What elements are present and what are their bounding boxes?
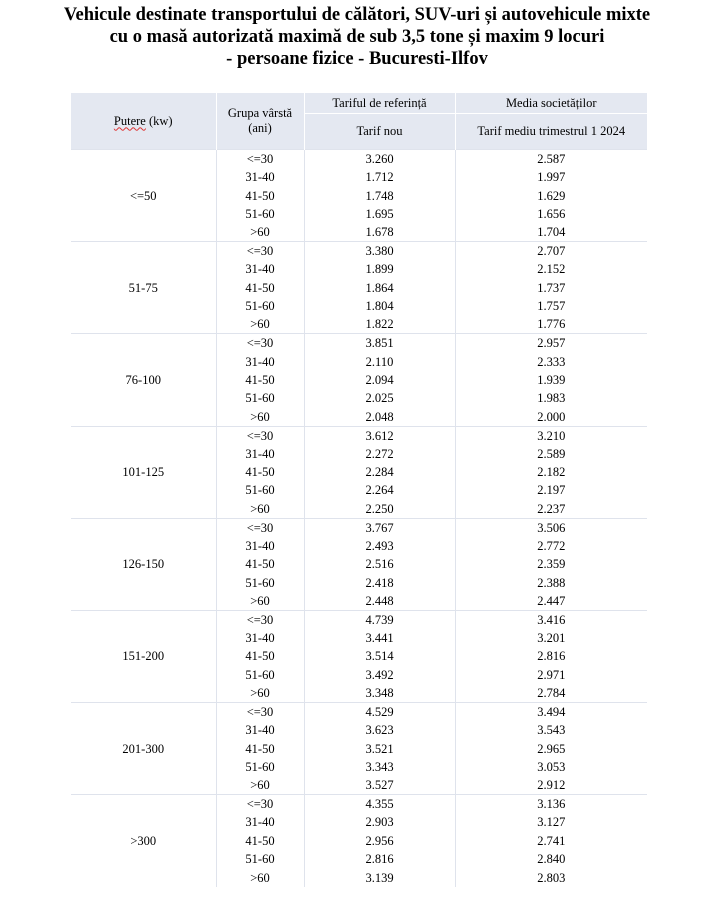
power-range-cell: 101-125 xyxy=(71,426,216,518)
age-group-cell: 51-60 xyxy=(216,758,304,776)
tarif-nou-cell: 2.272 xyxy=(304,445,455,463)
tarif-mediu-cell: 2.182 xyxy=(455,463,647,481)
age-group-cell: 51-60 xyxy=(216,850,304,868)
tarif-nou-cell: 2.110 xyxy=(304,352,455,370)
tarif-nou-cell: 3.260 xyxy=(304,150,455,169)
tarif-nou-cell: 1.678 xyxy=(304,223,455,242)
age-group-cell: >60 xyxy=(216,408,304,427)
age-group-cell: <=30 xyxy=(216,610,304,629)
header-tarif-mediu: Tarif mediu trimestrul 1 2024 xyxy=(455,114,647,150)
tarif-nou-cell: 2.448 xyxy=(304,592,455,611)
tarif-mediu-cell: 1.983 xyxy=(455,389,647,407)
tarif-mediu-cell: 2.784 xyxy=(455,684,647,703)
title-line-1: Vehicule destinate transportului de călători, SUV-uri și autovehicule mixte xyxy=(63,5,651,25)
tarif-mediu-cell: 2.803 xyxy=(455,868,647,886)
tarif-mediu-cell: 3.127 xyxy=(455,813,647,831)
tarif-mediu-cell: 1.656 xyxy=(455,205,647,223)
table-row xyxy=(71,426,647,445)
power-range-cell: 201-300 xyxy=(71,703,216,795)
age-group-cell: 51-60 xyxy=(216,297,304,315)
tarif-nou-cell: 3.139 xyxy=(304,868,455,886)
tarif-nou-cell: 3.343 xyxy=(304,758,455,776)
tarif-mediu-cell: 2.388 xyxy=(455,573,647,591)
tarif-nou-cell: 1.864 xyxy=(304,279,455,297)
age-group-cell: 51-60 xyxy=(216,666,304,684)
age-group-cell: 31-40 xyxy=(216,168,304,186)
tarif-mediu-cell: 2.197 xyxy=(455,481,647,499)
tarif-nou-cell: 2.418 xyxy=(304,573,455,591)
tarif-mediu-cell: 3.543 xyxy=(455,721,647,739)
tarif-nou-cell: 1.695 xyxy=(304,205,455,223)
tarif-nou-cell: 1.712 xyxy=(304,168,455,186)
tarif-nou-cell: 2.250 xyxy=(304,500,455,519)
age-group-cell: <=30 xyxy=(216,703,304,722)
age-group-cell: >60 xyxy=(216,776,304,795)
tarif-mediu-cell: 2.152 xyxy=(455,260,647,278)
age-group-cell: >60 xyxy=(216,684,304,703)
tarif-mediu-cell: 2.589 xyxy=(455,445,647,463)
tarif-mediu-cell: 3.136 xyxy=(455,795,647,814)
header-grupa-line1: Grupa vârstă xyxy=(227,106,293,120)
power-range-cell: <=50 xyxy=(71,150,216,242)
age-group-cell: 41-50 xyxy=(216,555,304,573)
tarif-nou-cell: 3.612 xyxy=(304,426,455,445)
age-group-cell: 31-40 xyxy=(216,629,304,647)
table-row xyxy=(71,242,647,261)
age-group-cell: <=30 xyxy=(216,334,304,353)
table-row xyxy=(71,150,647,169)
tarif-nou-cell: 3.527 xyxy=(304,776,455,795)
header-media-societatilor: Media societăților xyxy=(455,93,647,114)
tarif-nou-cell: 3.521 xyxy=(304,739,455,757)
tarif-mediu-cell: 1.776 xyxy=(455,315,647,334)
power-range-cell: >300 xyxy=(71,795,216,887)
age-group-cell: <=30 xyxy=(216,242,304,261)
tarif-nou-cell: 3.851 xyxy=(304,334,455,353)
tarif-mediu-cell: 2.741 xyxy=(455,832,647,850)
tarif-nou-cell: 1.899 xyxy=(304,260,455,278)
document-title xyxy=(0,4,714,70)
age-group-cell: 41-50 xyxy=(216,832,304,850)
age-group-cell: >60 xyxy=(216,500,304,519)
tarif-mediu-cell: 2.333 xyxy=(455,352,647,370)
tarif-mediu-cell: 3.201 xyxy=(455,629,647,647)
tarif-mediu-cell: 1.757 xyxy=(455,297,647,315)
age-group-cell: 31-40 xyxy=(216,721,304,739)
tarif-mediu-cell: 2.447 xyxy=(455,592,647,611)
age-group-cell: 41-50 xyxy=(216,371,304,389)
tarif-mediu-cell: 1.939 xyxy=(455,371,647,389)
power-range-cell: 51-75 xyxy=(71,242,216,334)
age-group-cell: >60 xyxy=(216,868,304,886)
table-row xyxy=(71,610,647,629)
tarif-mediu-cell: 3.053 xyxy=(455,758,647,776)
age-group-cell: 31-40 xyxy=(216,445,304,463)
header-tarif-referinta: Tariful de referință xyxy=(304,93,455,114)
tarif-mediu-cell: 2.965 xyxy=(455,739,647,757)
tarif-mediu-cell: 2.816 xyxy=(455,647,647,665)
tarif-mediu-cell: 3.506 xyxy=(455,518,647,537)
tarif-nou-cell: 2.903 xyxy=(304,813,455,831)
tarif-mediu-cell: 2.971 xyxy=(455,666,647,684)
age-group-cell: 31-40 xyxy=(216,813,304,831)
tarif-nou-cell: 4.739 xyxy=(304,610,455,629)
tarif-mediu-cell: 3.494 xyxy=(455,703,647,722)
tarif-nou-cell: 2.048 xyxy=(304,408,455,427)
tarif-nou-cell: 2.816 xyxy=(304,850,455,868)
tarif-mediu-cell: 2.237 xyxy=(455,500,647,519)
tarif-mediu-cell: 2.587 xyxy=(455,150,647,169)
tarif-nou-cell: 3.380 xyxy=(304,242,455,261)
tarif-nou-cell: 3.441 xyxy=(304,629,455,647)
tarif-nou-cell: 3.492 xyxy=(304,666,455,684)
power-range-cell: 126-150 xyxy=(71,518,216,610)
tarif-mediu-cell: 3.416 xyxy=(455,610,647,629)
header-tarif-nou: Tarif nou xyxy=(304,114,455,150)
tarif-nou-cell: 1.822 xyxy=(304,315,455,334)
tarif-mediu-cell: 2.359 xyxy=(455,555,647,573)
tarif-nou-cell: 3.348 xyxy=(304,684,455,703)
tarif-nou-cell: 2.025 xyxy=(304,389,455,407)
table-body xyxy=(71,150,647,887)
tarif-nou-cell: 2.284 xyxy=(304,463,455,481)
tarif-nou-cell: 2.956 xyxy=(304,832,455,850)
table-row xyxy=(71,703,647,722)
tarif-nou-cell: 2.264 xyxy=(304,481,455,499)
tarif-nou-cell: 4.355 xyxy=(304,795,455,814)
age-group-cell: >60 xyxy=(216,315,304,334)
tarif-mediu-cell: 2.000 xyxy=(455,408,647,427)
tarif-mediu-cell: 1.997 xyxy=(455,168,647,186)
tarif-nou-cell: 2.094 xyxy=(304,371,455,389)
tariff-table xyxy=(71,93,647,887)
tarif-mediu-cell: 1.737 xyxy=(455,279,647,297)
tarif-mediu-cell: 2.840 xyxy=(455,850,647,868)
age-group-cell: <=30 xyxy=(216,150,304,169)
age-group-cell: >60 xyxy=(216,223,304,242)
tarif-mediu-cell: 2.707 xyxy=(455,242,647,261)
tarif-nou-cell: 1.748 xyxy=(304,186,455,204)
tarif-mediu-cell: 3.210 xyxy=(455,426,647,445)
age-group-cell: 51-60 xyxy=(216,389,304,407)
title-line-3: - persoane fizice - Bucuresti-Ilfov xyxy=(226,49,488,69)
age-group-cell: 51-60 xyxy=(216,481,304,499)
tarif-mediu-cell: 1.704 xyxy=(455,223,647,242)
tarif-nou-cell: 3.623 xyxy=(304,721,455,739)
power-range-cell: 151-200 xyxy=(71,610,216,702)
header-putere-unit: (kw) xyxy=(148,113,173,128)
tarif-nou-cell: 4.529 xyxy=(304,703,455,722)
title-line-2: cu o masă autorizată maximă de sub 3,5 tone și maxim 9 locuri xyxy=(109,27,605,47)
tarif-nou-cell: 3.514 xyxy=(304,647,455,665)
table-row xyxy=(71,518,647,537)
age-group-cell: 41-50 xyxy=(216,647,304,665)
header-grupa-varsta xyxy=(216,93,304,150)
age-group-cell: <=30 xyxy=(216,518,304,537)
age-group-cell: 51-60 xyxy=(216,205,304,223)
header-grupa-line2: (ani) xyxy=(248,121,272,135)
tarif-nou-cell: 1.804 xyxy=(304,297,455,315)
tarif-mediu-cell: 1.629 xyxy=(455,186,647,204)
table-row xyxy=(71,334,647,353)
age-group-cell: 31-40 xyxy=(216,352,304,370)
age-group-cell: <=30 xyxy=(216,795,304,814)
age-group-cell: <=30 xyxy=(216,426,304,445)
tarif-mediu-cell: 2.912 xyxy=(455,776,647,795)
tarif-nou-cell: 2.516 xyxy=(304,555,455,573)
tarif-mediu-cell: 2.957 xyxy=(455,334,647,353)
table-header xyxy=(71,93,647,150)
tarif-mediu-cell: 2.772 xyxy=(455,537,647,555)
header-putere-word: Putere xyxy=(113,113,146,128)
header-putere xyxy=(71,93,216,150)
age-group-cell: 41-50 xyxy=(216,186,304,204)
age-group-cell: 41-50 xyxy=(216,279,304,297)
age-group-cell: 41-50 xyxy=(216,739,304,757)
age-group-cell: >60 xyxy=(216,592,304,611)
age-group-cell: 31-40 xyxy=(216,537,304,555)
age-group-cell: 31-40 xyxy=(216,260,304,278)
age-group-cell: 41-50 xyxy=(216,463,304,481)
table-row xyxy=(71,795,647,814)
tarif-nou-cell: 2.493 xyxy=(304,537,455,555)
age-group-cell: 51-60 xyxy=(216,573,304,591)
power-range-cell: 76-100 xyxy=(71,334,216,426)
tarif-nou-cell: 3.767 xyxy=(304,518,455,537)
